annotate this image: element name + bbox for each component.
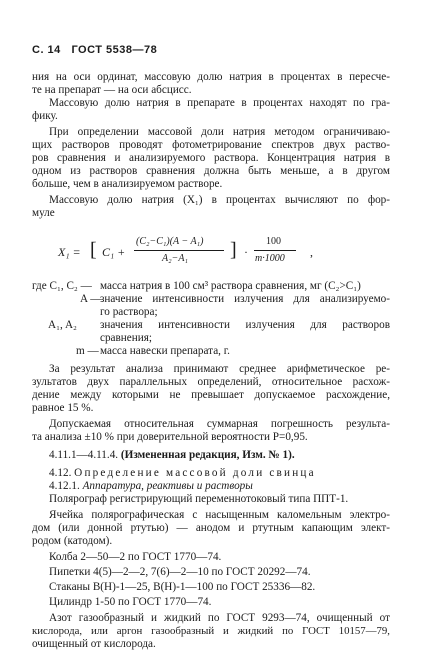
- def-text: масса натрия в 100 см³ раствора сравнения, мг (C₂>C₁): [100, 280, 361, 292]
- def-symbol: A₁, A₂: [48, 319, 77, 331]
- section-title: Определение массовой доли свинца: [74, 467, 316, 479]
- text-line: Стаканы В(Н)-1—25, В(Н)-1—100 по ГОСТ 25336—82.: [49, 581, 316, 593]
- formula-numerator: (C₂−C₁)(A − A₁): [136, 236, 204, 247]
- def-text: значения интенсивности излучения для растворов: [100, 319, 390, 331]
- text-line: очищенный от кислорода.: [32, 638, 156, 650]
- formula-times: ·: [244, 245, 248, 259]
- text-line: ния на оси ординат, массовую долю натрия в процентах в пересче-: [32, 71, 390, 83]
- text-line: За результат анализа принимают среднее арифметическое ре-: [49, 363, 390, 375]
- section-number: 4.12.: [49, 467, 72, 479]
- amendment-number: 4.11.1—4.11.4.: [49, 449, 119, 461]
- def-text: го раствора;: [100, 306, 158, 318]
- text-line: Массовую долю натрия в препарате в процентах находят по гра-: [49, 97, 390, 109]
- text-line: родом (катодом).: [32, 535, 113, 547]
- def-symbol: m —: [76, 345, 99, 357]
- text-line: Пипетки 4(5)—2—2, 7(6)—2—10 по ГОСТ 20292—74.: [49, 566, 311, 578]
- text-line: Полярограф регистрирующий переменнотоковый типа ППТ-1.: [49, 493, 349, 505]
- formula-lhs: X₁ =: [58, 245, 81, 259]
- text-line: та анализа ±10 % при доверительной вероятности P=0,95.: [32, 431, 308, 443]
- fraction-line-2: [254, 250, 296, 251]
- text-line: зультатов двух параллельных определений, относительное расхож-: [32, 376, 390, 388]
- text-line: кислорода, или аргон газообразный и жидкий по ГОСТ 10157—79,: [32, 625, 390, 637]
- def-text: масса навески препарата, г.: [100, 345, 230, 357]
- text-line: муле: [32, 207, 55, 219]
- page-number: С. 14: [32, 44, 61, 56]
- amendment-line: [49, 449, 295, 462]
- def-text: значение интенсивности излучения для анализируемо-: [100, 293, 390, 305]
- formula-denominator: A₂−A₁: [162, 253, 188, 264]
- text-line: равное 15 %.: [32, 402, 94, 414]
- formula-bracket-open: [: [90, 239, 97, 261]
- text-line: те на препарат — на оси абсцисс.: [32, 84, 192, 96]
- amendment-text: (Измененная редакция, Изм. № 1).: [120, 449, 295, 461]
- text-line: Колба 2—50—2 по ГОСТ 1770—74.: [49, 551, 222, 563]
- text-line: больше, чем в анализируемом растворе.: [32, 178, 223, 190]
- text-line: дом (или донной ртутью) — анодом и ртутным капающим элект-: [32, 522, 390, 534]
- gost-number: ГОСТ 5538—78: [71, 44, 158, 56]
- section-heading: [49, 467, 316, 480]
- def-text: сравнения;: [100, 332, 152, 344]
- text-line: фику.: [32, 110, 58, 122]
- formula-num2: 100: [266, 236, 281, 247]
- text-line: щих растворов проводят фотометрирование спектров двух раство-: [32, 139, 390, 151]
- subsection-number: 4.12.1.: [49, 480, 80, 492]
- text-line: При определении массовой доли натрия методом ограничиваю-: [49, 126, 390, 138]
- text-line: Азот газообразный и жидкий по ГОСТ 9293—74, очищенный от: [49, 612, 390, 624]
- def-symbol: где C₁, C₂ —: [32, 280, 92, 292]
- subsection-title: Аппаратура, реактивы и растворы: [82, 480, 253, 492]
- formula-comma: ,: [310, 245, 313, 259]
- formula-bracket-close: ]: [230, 239, 237, 261]
- text-line: Допускаемая относительная суммарная погрешность результа-: [49, 418, 390, 430]
- text-line: Массовую долю натрия (X₁) в процентах вычисляют по фор-: [49, 194, 390, 206]
- text-line: ров сравнения и анализируемого раствора. Концентрация натрия в: [32, 152, 390, 164]
- sodium-formula: [58, 233, 378, 273]
- fraction-line: [134, 250, 224, 251]
- subsection-heading: [49, 480, 253, 493]
- text-line: Ячейка полярографическая с насыщенным каломельным электро-: [49, 509, 390, 521]
- page-header: [32, 44, 157, 56]
- text-line: одном из растворов сравнения должна быть меньше, а в другом: [32, 165, 390, 177]
- text-line: дение между которыми не превышает допускаемое расхождение,: [32, 389, 390, 401]
- formula-den2: m·1000: [255, 253, 285, 264]
- text-line: Цилиндр 1-50 по ГОСТ 1770—74.: [49, 596, 212, 608]
- formula-c1: C₁ +: [102, 245, 126, 259]
- def-symbol: A —: [80, 293, 102, 305]
